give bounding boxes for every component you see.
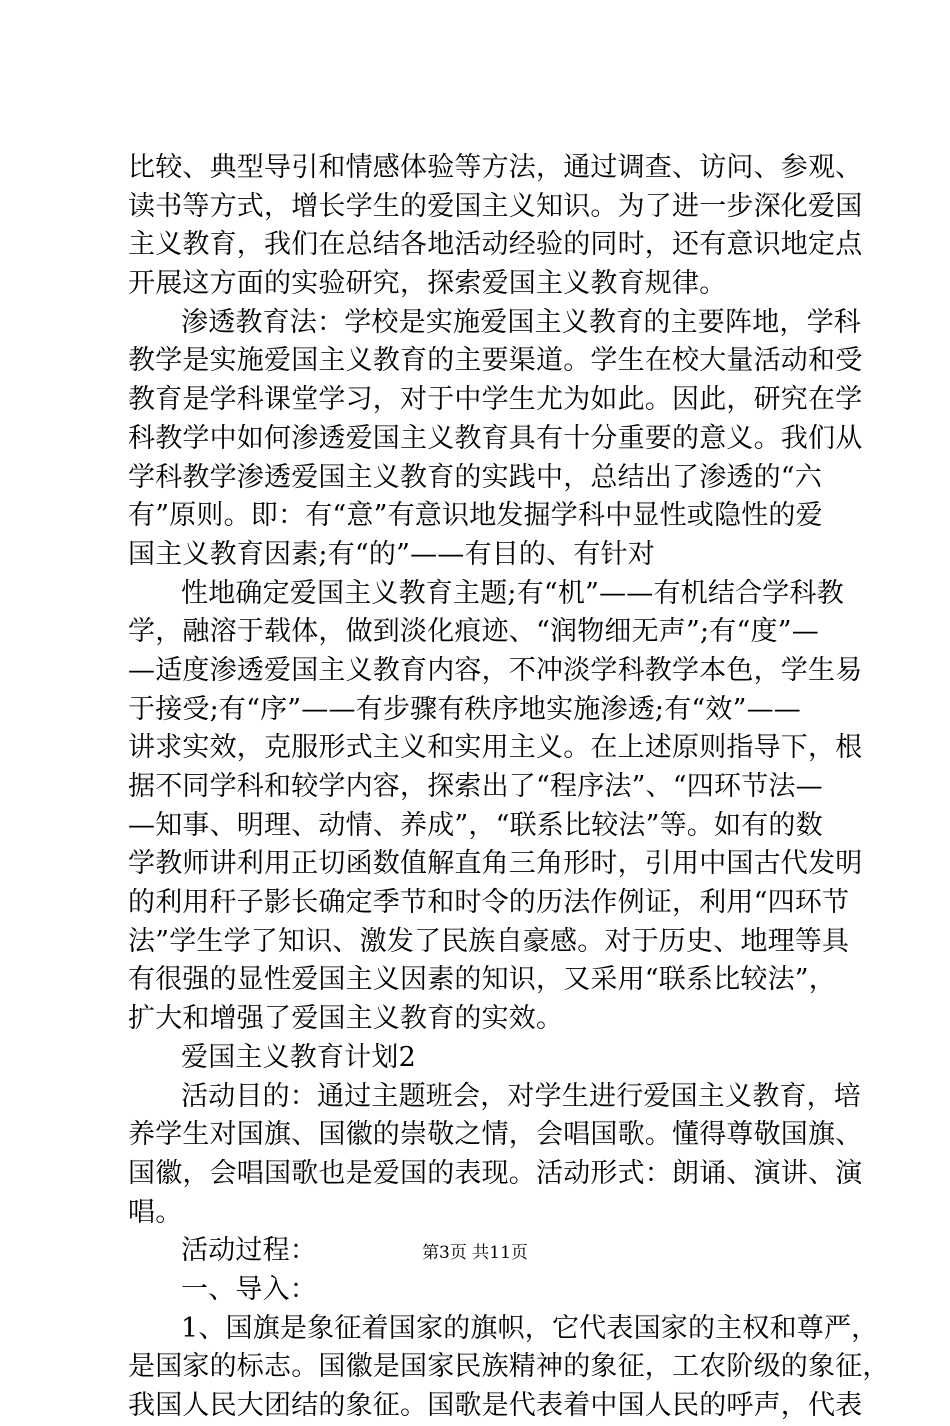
text-line: 活动目的：通过主题班会，对学生进行爱国主义教育，培 — [181, 1080, 861, 1112]
text-line: 科教学中如何渗透爱国主义教育具有十分重要的意义。我们从 — [128, 422, 863, 454]
text-line: 渗透教育法：学校是实施爱国主义教育的主要阵地，学科 — [181, 306, 861, 338]
text-line: 主义教育，我们在总结各地活动经验的同时，还有意识地定点 — [128, 229, 863, 261]
text-line: 讲求实效，克服形式主义和实用主义。在上述原则指导下，根 — [128, 732, 863, 764]
text-line: —知事、明理、动情、养成”，“联系比较法”等。如有的数 — [128, 809, 823, 841]
text-line: 于接受;有“序”——有步骤有秩序地实施渗透;有“效”—— — [128, 693, 802, 725]
text-line: —适度渗透爱国主义教育内容，不冲淡学科教学本色，学生易 — [128, 654, 863, 686]
text-line: 1、国旗是象征着国家的旗帜，它代表国家的主权和尊严， — [181, 1312, 879, 1344]
text-line: 据不同学科和较学内容，探索出了“程序法”、“四环节法— — [128, 771, 823, 802]
text-line: 法”学生学了知识、激发了民族自豪感。对于历史、地理等具 — [128, 925, 850, 957]
text-line: 扩大和增强了爱国主义教育的实效。 — [128, 1003, 564, 1035]
text-line: 有很强的显性爱国主义因素的知识，又采用“联系比较法”， — [128, 964, 837, 996]
text-line: 一、导入： — [181, 1273, 317, 1305]
text-line: 学，融溶于载体，做到淡化痕迹、“润物细无声”;有“度”— — [128, 616, 819, 648]
document-body — [128, 149, 890, 1426]
text-line: 唱。 — [128, 1196, 183, 1228]
text-line: 活动过程： — [181, 1235, 317, 1267]
text-line: 国主义教育因素;有“的”——有目的、有针对 — [128, 538, 655, 570]
text-line: 性地确定爱国主义教育主题;有“机”——有机结合学科教 — [181, 577, 844, 609]
text-line: 是国家的标志。国徽是国家民族精神的象征，工农阶级的象征， — [128, 1351, 890, 1383]
text-line: 比较、典型导引和情感体验等方法，通过调查、访问、参观、 — [128, 152, 863, 183]
text-line: 学教师讲利用正切函数值解直角三角形时，引用中国古代发明 — [128, 848, 863, 880]
text-line: 的利用秆子影长确定季节和时令的历法作例证，利用“四环节 — [128, 887, 850, 919]
text-line: 教育是学科课堂学习，对于中学生尤为如此。因此，研究在学 — [128, 384, 863, 416]
text-line: 养学生对国旗、国徽的崇敬之情，会唱国歌。懂得尊敬国旗、 — [128, 1119, 863, 1151]
text-line: 教学是实施爱国主义教育的主要渠道。学生在校大量活动和受 — [128, 345, 863, 377]
text-line: 读书等方式，增长学生的爱国主义知识。为了进一步深化爱国 — [128, 190, 863, 222]
text-line: 开展这方面的实验研究，探索爱国主义教育规律。 — [128, 268, 727, 300]
text-line: 有”原则。即：有“意”有意识地发掘学科中显性或隐性的爱 — [128, 500, 823, 532]
text-line: 国徽，会唱国歌也是爱国的表现。活动形式：朗诵、演讲、演 — [128, 1157, 863, 1189]
text-line: 学科教学渗透爱国主义教育的实践中，总结出了渗透的“六 — [128, 461, 823, 493]
text-line: 我国人民大团结的象征。国歌是代表着中国人民的呼声，代表 — [128, 1390, 863, 1421]
page-number-footer: 第3页 共11页 — [422, 1243, 528, 1263]
text-line: 爱国主义教育计划2 — [181, 1041, 416, 1073]
